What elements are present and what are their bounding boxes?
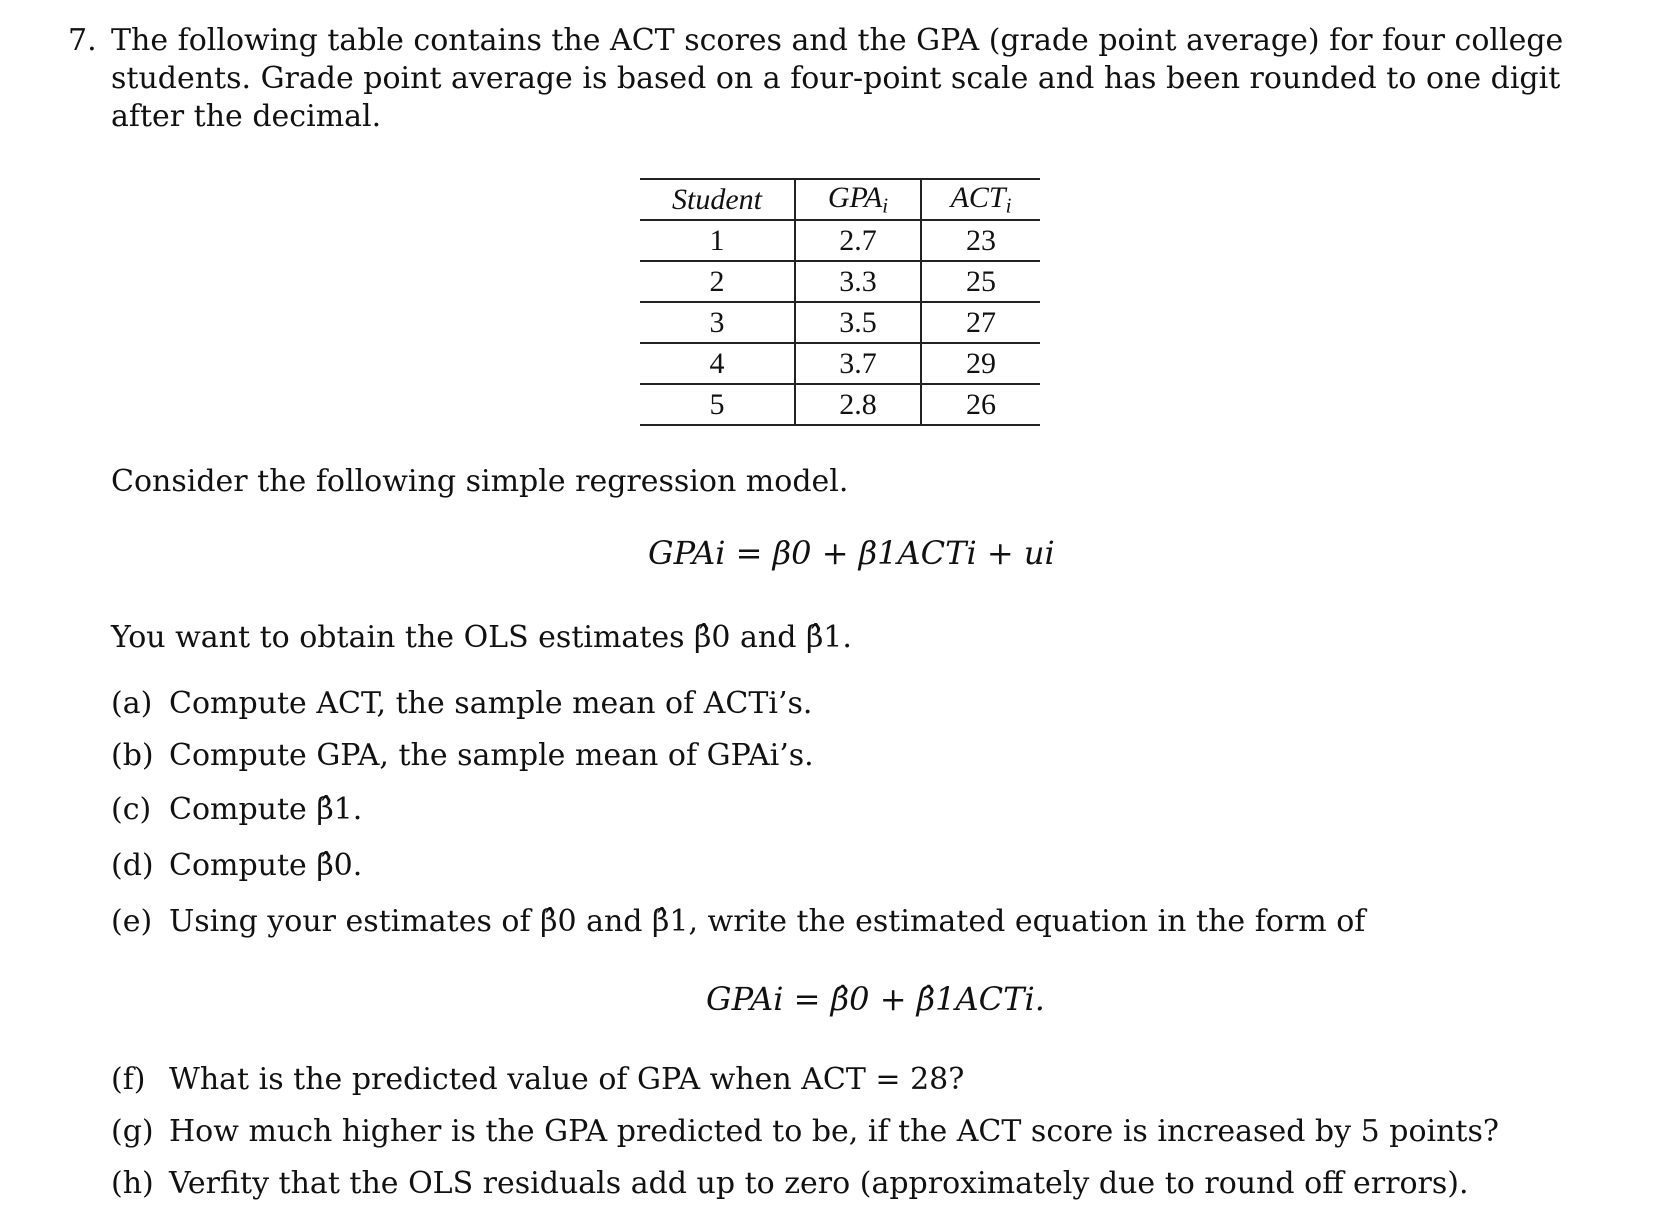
table-row <box>640 384 1040 425</box>
cell-gpa: 3.7 <box>795 343 921 384</box>
part-b-text: Compute GPA, the sample mean of GPAi’s. <box>169 738 814 773</box>
estimated-equation: GPAi = β̂0 + β̂1ACTi. <box>706 980 1045 1018</box>
cell-student: 1 <box>640 220 795 261</box>
cell-student: 2 <box>640 261 795 302</box>
part-f-label: (f) <box>111 1062 146 1097</box>
part-d-label: (d) <box>111 848 154 883</box>
cell-student: 5 <box>640 384 795 425</box>
cell-act: 27 <box>921 302 1040 343</box>
table-row <box>640 261 1040 302</box>
model-equation: GPAi = β0 + β1ACTi + ui <box>648 534 1055 572</box>
cell-act: 26 <box>921 384 1040 425</box>
part-g-label: (g) <box>111 1114 154 1149</box>
cell-act: 29 <box>921 343 1040 384</box>
part-h <box>111 1166 1469 1201</box>
table-row <box>640 302 1040 343</box>
part-e-label: (e) <box>111 904 153 939</box>
part-b-label: (b) <box>111 738 154 773</box>
problem-number: 7. <box>68 23 97 58</box>
cell-student: 4 <box>640 343 795 384</box>
part-a-text: Compute ACT, the sample mean of ACTi’s. <box>169 686 813 721</box>
part-a-label: (a) <box>111 686 153 721</box>
ols-text: You want to obtain the OLS estimates β̂0 and β̂1. <box>111 620 852 655</box>
header-act: $ACT_i$ <box>921 179 1040 220</box>
part-f <box>111 1062 964 1097</box>
part-e <box>111 904 1365 939</box>
part-h-text: Verfity that the OLS residuals add up to zero (approximately due to round off errors). <box>169 1166 1469 1201</box>
intro-text: The following table contains the ACT scores and the GPA (grade point average) for four college students. Grade point average is based on a four-point scale and has been rounded to one digit after the decimal. <box>111 23 1564 134</box>
cell-gpa: 3.3 <box>795 261 921 302</box>
part-c-label: (c) <box>111 792 152 827</box>
part-g <box>111 1114 1499 1149</box>
part-d <box>111 848 362 883</box>
header-student: Student <box>640 179 795 220</box>
part-h-label: (h) <box>111 1166 154 1201</box>
part-g-text: How much higher is the GPA predicted to be, if the ACT score is increased by 5 points? <box>169 1114 1499 1149</box>
cell-act: 23 <box>921 220 1040 261</box>
cell-gpa: 3.5 <box>795 302 921 343</box>
cell-gpa: 2.8 <box>795 384 921 425</box>
part-c-text: Compute β̂1. <box>169 792 363 827</box>
part-a <box>111 686 812 721</box>
part-d-text: Compute β̂0. <box>169 848 363 883</box>
cell-student: 3 <box>640 302 795 343</box>
consider-text: Consider the following simple regression model. <box>111 464 849 499</box>
table-row <box>640 220 1040 261</box>
cell-gpa: 2.7 <box>795 220 921 261</box>
problem-intro <box>68 22 1568 136</box>
table-header-row <box>640 179 1040 220</box>
part-e-text: Using your estimates of β̂0 and β̂1, write the estimated equation in the form of <box>169 904 1366 939</box>
gpa-act-table <box>640 178 1040 426</box>
part-c <box>111 792 362 827</box>
part-f-text: What is the predicted value of GPA when ACT = 28? <box>169 1062 965 1097</box>
table-row <box>640 343 1040 384</box>
part-b <box>111 738 814 773</box>
header-gpa: $GPA_i$ <box>795 179 921 220</box>
cell-act: 25 <box>921 261 1040 302</box>
